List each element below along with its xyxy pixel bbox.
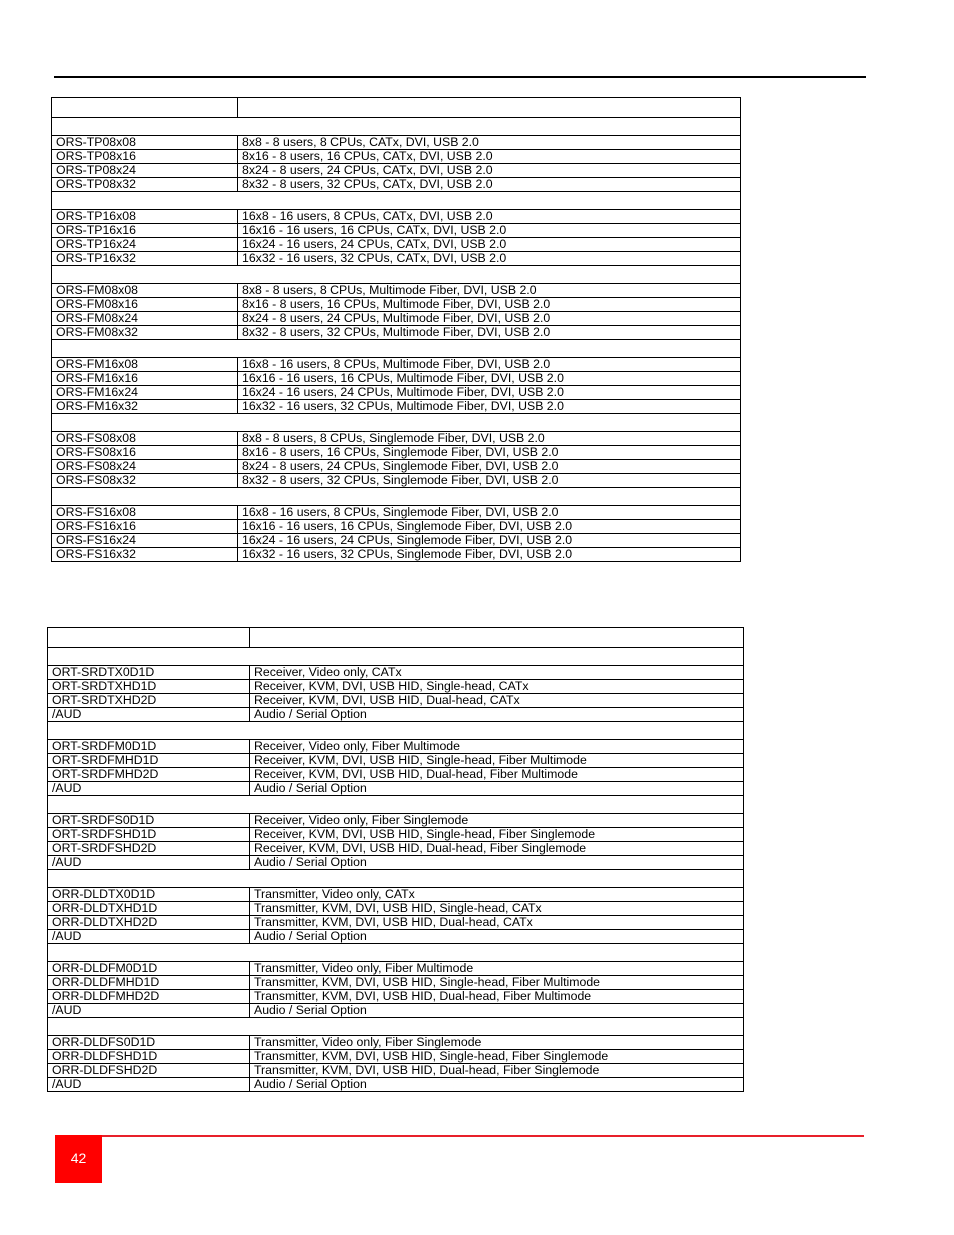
part-number-cell: ORS-TP08x08 <box>52 136 238 150</box>
table-row <box>48 708 744 722</box>
empty-cell <box>48 870 744 888</box>
group-spacer-row <box>52 340 741 358</box>
description-cell: Audio / Serial Option <box>250 1078 744 1092</box>
part-number-cell: ORS-FM16x32 <box>52 400 238 414</box>
part-number-cell: ORS-FS16x24 <box>52 534 238 548</box>
group-spacer-row <box>52 414 741 432</box>
description-cell: Transmitter, KVM, DVI, USB HID, Single-head, Fiber Multimode <box>250 976 744 990</box>
table-row <box>48 888 744 902</box>
empty-cell <box>250 628 744 648</box>
description-cell: 8x24 - 8 users, 24 CPUs, Singlemode Fiber, DVI, USB 2.0 <box>238 460 741 474</box>
part-number-cell: ORS-FS08x08 <box>52 432 238 446</box>
table-header-row <box>48 628 744 648</box>
table-row <box>48 1078 744 1092</box>
part-number-cell: ORT-SRDFS0D1D <box>48 814 250 828</box>
part-number-cell: ORR-DLDFMHD2D <box>48 990 250 1004</box>
empty-cell <box>52 340 741 358</box>
part-number-cell: ORR-DLDFS0D1D <box>48 1036 250 1050</box>
description-cell: 16x8 - 16 users, 8 CPUs, Multimode Fiber, DVI, USB 2.0 <box>238 358 741 372</box>
table-row <box>48 814 744 828</box>
part-number-cell: ORS-FS08x16 <box>52 446 238 460</box>
table-row <box>52 312 741 326</box>
description-cell: Transmitter, Video only, CATx <box>250 888 744 902</box>
extender-parts-table <box>47 627 744 1092</box>
part-number-cell: ORR-DLDTXHD2D <box>48 916 250 930</box>
part-number-cell: ORS-FM16x16 <box>52 372 238 386</box>
part-number-cell: ORS-FM08x16 <box>52 298 238 312</box>
description-cell: 16x8 - 16 users, 8 CPUs, CATx, DVI, USB 2.0 <box>238 210 741 224</box>
part-number-cell: ORT-SRDFM0D1D <box>48 740 250 754</box>
part-number-cell: ORT-SRDFMHD2D <box>48 768 250 782</box>
table-header-row <box>52 98 741 118</box>
description-cell: 16x24 - 16 users, 24 CPUs, Multimode Fiber, DVI, USB 2.0 <box>238 386 741 400</box>
description-cell: Transmitter, KVM, DVI, USB HID, Dual-head, Fiber Singlemode <box>250 1064 744 1078</box>
part-number-cell: ORS-TP08x32 <box>52 178 238 192</box>
description-cell: 8x32 - 8 users, 32 CPUs, CATx, DVI, USB 2.0 <box>238 178 741 192</box>
empty-cell <box>52 414 741 432</box>
part-number-cell: ORR-DLDFM0D1D <box>48 962 250 976</box>
part-number-cell: ORS-TP16x16 <box>52 224 238 238</box>
empty-cell <box>48 648 744 666</box>
part-number-cell: ORT-SRDFSHD2D <box>48 842 250 856</box>
part-number-cell: /AUD <box>48 708 250 722</box>
description-cell: 8x32 - 8 users, 32 CPUs, Multimode Fiber, DVI, USB 2.0 <box>238 326 741 340</box>
description-cell: Transmitter, Video only, Fiber Singlemode <box>250 1036 744 1050</box>
part-number-cell: ORS-TP16x32 <box>52 252 238 266</box>
table-row <box>48 694 744 708</box>
table-row <box>52 460 741 474</box>
table-row <box>52 164 741 178</box>
footer-rule <box>102 1135 864 1137</box>
description-cell: 16x16 - 16 users, 16 CPUs, Multimode Fiber, DVI, USB 2.0 <box>238 372 741 386</box>
table-row <box>48 666 744 680</box>
table-row <box>52 386 741 400</box>
description-cell: Receiver, KVM, DVI, USB HID, Dual-head, Fiber Singlemode <box>250 842 744 856</box>
part-number-cell: ORT-SRDFMHD1D <box>48 754 250 768</box>
part-number-cell: ORS-TP08x24 <box>52 164 238 178</box>
table-row <box>48 782 744 796</box>
empty-cell <box>52 266 741 284</box>
empty-cell <box>52 98 238 118</box>
description-cell: 16x16 - 16 users, 16 CPUs, Singlemode Fiber, DVI, USB 2.0 <box>238 520 741 534</box>
table-row <box>48 1004 744 1018</box>
table-row <box>52 284 741 298</box>
table-row <box>48 930 744 944</box>
part-number-cell: ORS-FS16x08 <box>52 506 238 520</box>
description-cell: 8x16 - 8 users, 16 CPUs, CATx, DVI, USB 2.0 <box>238 150 741 164</box>
part-number-cell: ORS-FS16x16 <box>52 520 238 534</box>
table-row <box>52 446 741 460</box>
group-spacer-row <box>48 648 744 666</box>
part-number-cell: /AUD <box>48 1004 250 1018</box>
part-number-cell: ORR-DLDFMHD1D <box>48 976 250 990</box>
empty-cell <box>52 118 741 136</box>
description-cell: Receiver, Video only, Fiber Multimode <box>250 740 744 754</box>
part-number-cell: ORR-DLDFSHD2D <box>48 1064 250 1078</box>
part-number-cell: ORR-DLDTXHD1D <box>48 902 250 916</box>
table-row <box>48 856 744 870</box>
group-spacer-row <box>52 118 741 136</box>
header-rule <box>54 76 866 78</box>
description-cell: Transmitter, KVM, DVI, USB HID, Dual-head, CATx <box>250 916 744 930</box>
description-cell: Transmitter, KVM, DVI, USB HID, Single-head, CATx <box>250 902 744 916</box>
description-cell: Audio / Serial Option <box>250 782 744 796</box>
table-row <box>48 990 744 1004</box>
table-row <box>48 1064 744 1078</box>
group-spacer-row <box>48 722 744 740</box>
empty-cell <box>238 98 741 118</box>
description-cell: Audio / Serial Option <box>250 1004 744 1018</box>
part-number-cell: ORS-FS08x32 <box>52 474 238 488</box>
table-row <box>48 680 744 694</box>
empty-cell <box>48 628 250 648</box>
part-number-cell: ORR-DLDTX0D1D <box>48 888 250 902</box>
part-number-cell: ORT-SRDTXHD2D <box>48 694 250 708</box>
table-row <box>52 136 741 150</box>
table-row <box>52 372 741 386</box>
description-cell: Transmitter, Video only, Fiber Multimode <box>250 962 744 976</box>
part-number-cell: ORS-FS16x32 <box>52 548 238 562</box>
table-row <box>48 1036 744 1050</box>
table-row <box>52 252 741 266</box>
part-number-cell: ORS-TP16x24 <box>52 238 238 252</box>
table-row <box>48 976 744 990</box>
description-cell: 8x24 - 8 users, 24 CPUs, Multimode Fiber, DVI, USB 2.0 <box>238 312 741 326</box>
description-cell: Audio / Serial Option <box>250 856 744 870</box>
group-spacer-row <box>48 870 744 888</box>
description-cell: Receiver, KVM, DVI, USB HID, Single-head, CATx <box>250 680 744 694</box>
group-spacer-row <box>52 192 741 210</box>
part-number-cell: ORS-FM08x08 <box>52 284 238 298</box>
description-cell: Receiver, KVM, DVI, USB HID, Single-head, Fiber Singlemode <box>250 828 744 842</box>
part-number-cell: ORS-FS08x24 <box>52 460 238 474</box>
part-number-cell: ORT-SRDFSHD1D <box>48 828 250 842</box>
part-number-cell: ORS-TP16x08 <box>52 210 238 224</box>
description-cell: Transmitter, KVM, DVI, USB HID, Dual-head, Fiber Multimode <box>250 990 744 1004</box>
table-row <box>52 150 741 164</box>
table-row <box>48 754 744 768</box>
description-cell: 8x8 - 8 users, 8 CPUs, CATx, DVI, USB 2.0 <box>238 136 741 150</box>
table-row <box>52 358 741 372</box>
description-cell: 16x8 - 16 users, 8 CPUs, Singlemode Fiber, DVI, USB 2.0 <box>238 506 741 520</box>
table-row <box>52 520 741 534</box>
table-row <box>48 916 744 930</box>
table-row <box>52 238 741 252</box>
table-row <box>52 548 741 562</box>
group-spacer-row <box>48 944 744 962</box>
description-cell: Receiver, Video only, Fiber Singlemode <box>250 814 744 828</box>
part-number-cell: /AUD <box>48 782 250 796</box>
description-cell: 16x24 - 16 users, 24 CPUs, CATx, DVI, USB 2.0 <box>238 238 741 252</box>
description-cell: Receiver, KVM, DVI, USB HID, Dual-head, Fiber Multimode <box>250 768 744 782</box>
description-cell: Audio / Serial Option <box>250 930 744 944</box>
empty-cell <box>48 796 744 814</box>
description-cell: 8x16 - 8 users, 16 CPUs, Multimode Fiber, DVI, USB 2.0 <box>238 298 741 312</box>
description-cell: 8x24 - 8 users, 24 CPUs, CATx, DVI, USB 2.0 <box>238 164 741 178</box>
table-row <box>48 1050 744 1064</box>
empty-cell <box>52 192 741 210</box>
empty-cell <box>48 1018 744 1036</box>
description-cell: Receiver, KVM, DVI, USB HID, Single-head, Fiber Multimode <box>250 754 744 768</box>
table-row <box>52 400 741 414</box>
empty-cell <box>48 722 744 740</box>
table-row <box>52 432 741 446</box>
table-row <box>48 828 744 842</box>
description-cell: 8x8 - 8 users, 8 CPUs, Multimode Fiber, DVI, USB 2.0 <box>238 284 741 298</box>
table-row <box>48 902 744 916</box>
table-row <box>48 962 744 976</box>
part-number-cell: ORT-SRDTX0D1D <box>48 666 250 680</box>
part-number-cell: /AUD <box>48 1078 250 1092</box>
part-number-cell: ORS-FM08x24 <box>52 312 238 326</box>
table-row <box>52 326 741 340</box>
group-spacer-row <box>52 266 741 284</box>
description-cell: Transmitter, KVM, DVI, USB HID, Single-head, Fiber Singlemode <box>250 1050 744 1064</box>
empty-cell <box>52 488 741 506</box>
table-row <box>52 474 741 488</box>
part-number-cell: ORS-TP08x16 <box>52 150 238 164</box>
description-cell: 8x16 - 8 users, 16 CPUs, Singlemode Fiber, DVI, USB 2.0 <box>238 446 741 460</box>
description-cell: 8x8 - 8 users, 8 CPUs, Singlemode Fiber, DVI, USB 2.0 <box>238 432 741 446</box>
description-cell: Audio / Serial Option <box>250 708 744 722</box>
description-cell: 16x16 - 16 users, 16 CPUs, CATx, DVI, USB 2.0 <box>238 224 741 238</box>
switch-parts-table <box>51 97 741 562</box>
page-number: 42 <box>55 1135 102 1183</box>
table-row <box>52 534 741 548</box>
description-cell: 16x32 - 16 users, 32 CPUs, CATx, DVI, USB 2.0 <box>238 252 741 266</box>
description-cell: Receiver, Video only, CATx <box>250 666 744 680</box>
part-number-cell: ORS-FM16x24 <box>52 386 238 400</box>
group-spacer-row <box>48 796 744 814</box>
description-cell: 8x32 - 8 users, 32 CPUs, Singlemode Fiber, DVI, USB 2.0 <box>238 474 741 488</box>
description-cell: 16x24 - 16 users, 24 CPUs, Singlemode Fiber, DVI, USB 2.0 <box>238 534 741 548</box>
table-row <box>52 210 741 224</box>
table-row <box>52 298 741 312</box>
table-row <box>48 768 744 782</box>
part-number-cell: /AUD <box>48 930 250 944</box>
group-spacer-row <box>48 1018 744 1036</box>
table-row <box>52 506 741 520</box>
empty-cell <box>48 944 744 962</box>
table-row <box>48 740 744 754</box>
part-number-cell: ORS-FM16x08 <box>52 358 238 372</box>
group-spacer-row <box>52 488 741 506</box>
table-row <box>48 842 744 856</box>
part-number-cell: /AUD <box>48 856 250 870</box>
part-number-cell: ORT-SRDTXHD1D <box>48 680 250 694</box>
part-number-cell: ORS-FM08x32 <box>52 326 238 340</box>
part-number-cell: ORR-DLDFSHD1D <box>48 1050 250 1064</box>
table-row <box>52 178 741 192</box>
description-cell: 16x32 - 16 users, 32 CPUs, Singlemode Fiber, DVI, USB 2.0 <box>238 548 741 562</box>
description-cell: 16x32 - 16 users, 32 CPUs, Multimode Fiber, DVI, USB 2.0 <box>238 400 741 414</box>
table-row <box>52 224 741 238</box>
description-cell: Receiver, KVM, DVI, USB HID, Dual-head, CATx <box>250 694 744 708</box>
